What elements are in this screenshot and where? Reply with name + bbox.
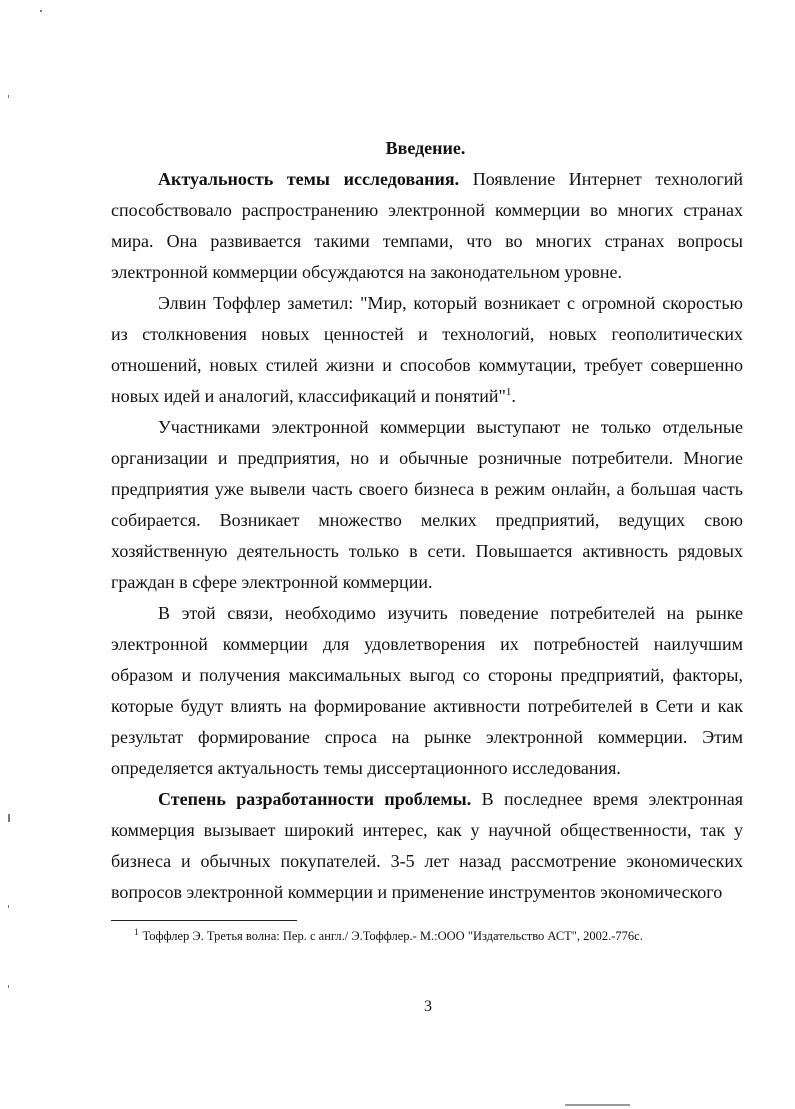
paragraph-tail: . [511,386,516,406]
body-text [111,164,743,908]
scan-artifact [8,95,9,98]
paragraph-consumer-behavior [111,598,743,784]
footnote-reference: 1 [505,386,512,398]
scan-artifact [40,10,42,12]
scan-artifact [8,905,9,908]
paragraph-lead: Актуальность темы исследования. [158,169,460,189]
paragraph-text: Появление Интернет технологий способствовало распространению электронной коммерции во многих странах мира. Она развивается такими темпами, что во многих странах вопросы электронной коммерции обсуждаются на законодательном уровне. [111,169,744,282]
paragraph-text: В этой связи, необходимо изучить поведение потребителей на рынке электронной коммерции для удовлетворения их потребностей наилучшим образом и получения максимальных выгод со стороны предприятий, факторы, которые будут влиять на формирование активности потребителей в Сети и как результат формирование спроса на рынке электронной коммерции. Этим определяется актуальность темы диссертационного исследования. [111,603,743,778]
paragraph-relevance [111,164,743,288]
paragraph-problem-development [111,784,743,908]
footnote-marker: 1 [134,927,139,937]
footnote-divider [111,920,297,921]
footnote [134,928,754,944]
scan-artifact [8,985,9,988]
page-heading: Введение. [385,138,466,158]
page-number: 3 [424,998,432,1015]
paragraph-text: Участниками электронной коммерции выступают не только отдельные организации и предприятия, но и обычные розничные потребители. Многие предприятия уже вывели часть своего бизнеса в режим онлайн, а большая часть собирается. Возникает множество мелких предприятий, ведущих свою хозяйственную деятельность только в сети. Повышается активность рядовых граждан в сфере электронной коммерции. [111,417,743,592]
paragraph-text: Элвин Тоффлер заметил: "Мир, который возникает с огромной скоростью из столкновения новых ценностей и технологий, новых геополитических отношений, новых стилей жизни и способов коммутации, требует совершенно новых идей и аналогий, классификаций и понятий" [111,293,743,406]
scan-artifact [8,814,10,822]
paragraph-toffler-quote [111,288,743,412]
footnote-text: Тоффлер Э. Третья волна: Пер. с англ./ Э.Тоффлер.- М.:ООО "Издательство АСТ", 2002.-776с. [142,929,643,943]
paragraph-participants [111,412,743,598]
scan-artifact [565,1104,630,1106]
paragraph-lead: Степень разработанности проблемы. [158,789,472,809]
paragraph-text: В последнее время электронная коммерция вызывает широкий интерес, как у научной общественности, так у бизнеса и обычных покупателей. 3-5 лет назад рассмотрение экономических вопросов электронной коммерции и применение инструментов экономического [111,789,743,902]
